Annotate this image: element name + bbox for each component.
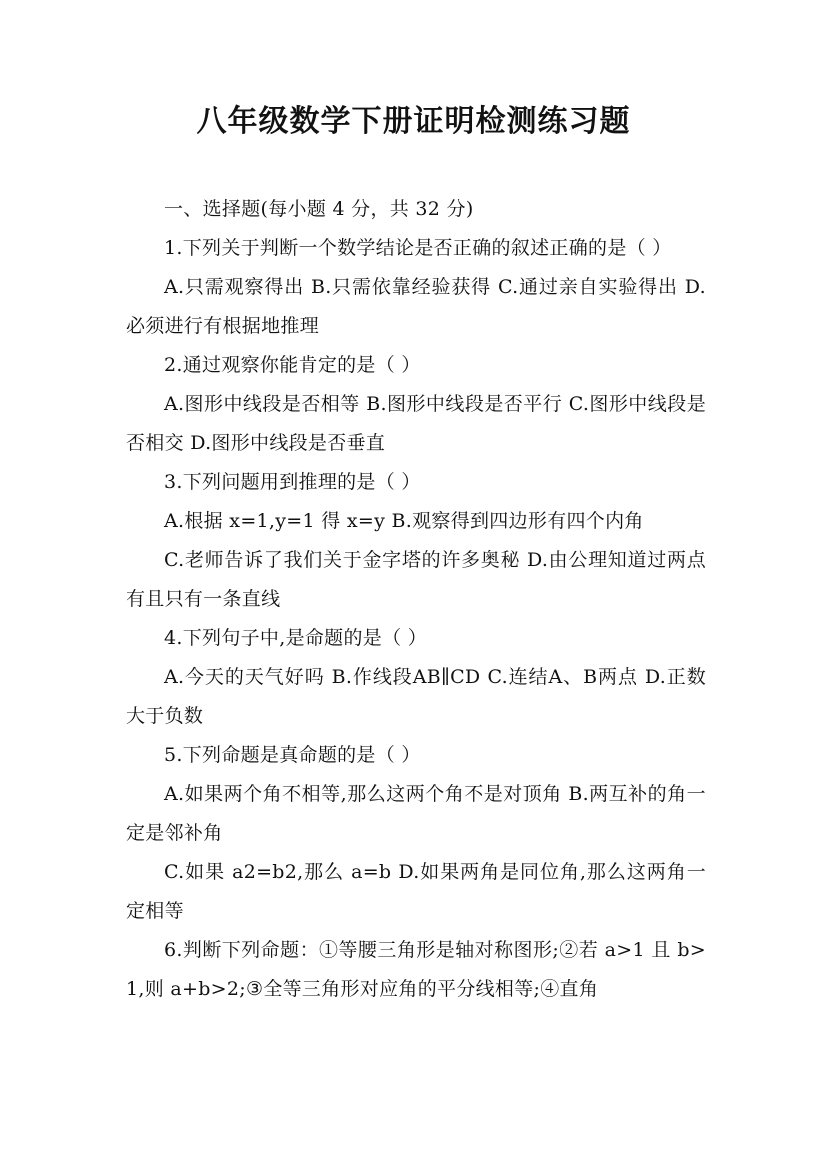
question-5-options-cd: C.如果 a2=b2,那么 a=b D.如果两角是同位角,那么这两角一定相等 xyxy=(126,861,706,922)
section-heading: 一、选择题(每小题 4 分，共 32 分) xyxy=(164,198,474,220)
document-title: 八年级数学下册证明检测练习题 xyxy=(196,104,631,139)
question-4: 4.下列句子中,是命题的是（ ） xyxy=(164,627,428,649)
question-2-options: A.图形中线段是否相等 B.图形中线段是否平行 C.图形中线段是否相交 D.图形中线段是否垂直 xyxy=(126,393,706,454)
question-1: 1.下列关于判断一个数学结论是否正确的叙述正确的是（ ） xyxy=(164,237,672,259)
question-6: 6.判断下列命题：①等腰三角形是轴对称图形;②若 a>1 且 b>1,则 a+b>2;③全等三角形对应角的平分线相等;④直角 xyxy=(126,939,706,1000)
document-body xyxy=(126,190,706,1009)
question-3-options-cd: C.老师告诉了我们关于金字塔的许多奥秘 D.由公理知道过两点有且只有一条直线 xyxy=(126,549,706,610)
question-2: 2.通过观察你能肯定的是（ ） xyxy=(164,354,421,376)
question-1-options: A.只需观察得出 B.只需依靠经验获得 C.通过亲自实验得出 D.必须进行有根据地推理 xyxy=(126,276,706,337)
question-5: 5.下列命题是真命题的是（ ） xyxy=(164,744,421,766)
question-3-options-ab: A.根据 x=1,y=1 得 x=y B.观察得到四边形有四个内角 xyxy=(164,510,644,532)
question-5-options-ab: A.如果两个角不相等,那么这两个角不是对顶角 B.两互补的角一定是邻补角 xyxy=(126,783,706,844)
question-3: 3.下列问题用到推理的是（ ） xyxy=(164,471,421,493)
question-4-options: A.今天的天气好吗 B.作线段AB∥CD C.连结A、B两点 D.正数大于负数 xyxy=(126,666,706,727)
